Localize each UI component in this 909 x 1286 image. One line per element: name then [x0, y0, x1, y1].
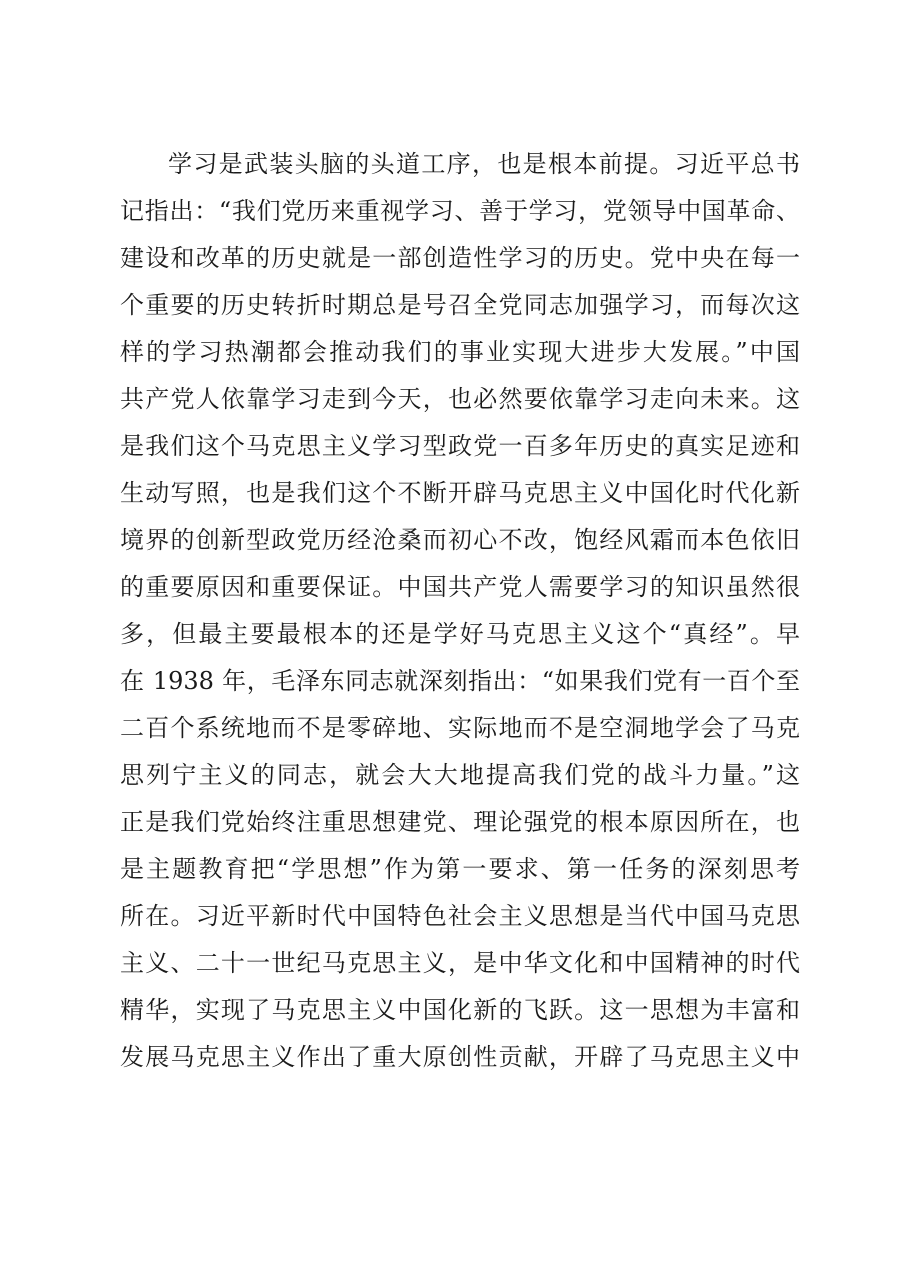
- paragraph-line: 二百个系统地而不是零碎地、实际地而不是空洞地学会了马克: [120, 714, 800, 742]
- paragraph-line: 建设和改革的历史就是一部创造性学习的历史。党中央在每一: [120, 244, 800, 272]
- paragraph-line: 在 1938 年，毛泽东同志就深刻指出：“如果我们党有一百个至: [120, 667, 800, 695]
- paragraph-line: 主义、二十一世纪马克思主义，是中华文化和中国精神的时代: [120, 949, 800, 977]
- paragraph-line: 所在。习近平新时代中国特色社会主义思想是当代中国马克思: [120, 902, 800, 930]
- paragraph-line: 个重要的历史转折时期总是号召全党同志加强学习，而每次这: [120, 291, 800, 319]
- paragraph-line: 境界的创新型政党历经沧桑而初心不改，饱经风霜而本色依旧: [120, 526, 800, 554]
- paragraph-line: 是主题教育把“学思想”作为第一要求、第一任务的深刻思考: [120, 855, 800, 883]
- paragraph-line: 的重要原因和重要保证。中国共产党人需要学习的知识虽然很: [120, 573, 800, 601]
- paragraph-line: 发展马克思主义作出了重大原创性贡献，开辟了马克思主义中: [120, 1043, 800, 1071]
- paragraph-line: 精华，实现了马克思主义中国化新的飞跃。这一思想为丰富和: [120, 996, 800, 1024]
- paragraph-line: 记指出：“我们党历来重视学习、善于学习，党领导中国革命、: [120, 197, 800, 225]
- paragraph-line: 共产党人依靠学习走到今天，也必然要依靠学习走向未来。这: [120, 385, 800, 413]
- paragraph-line: 样的学习热潮都会推动我们的事业实现大进步大发展。”中国: [120, 338, 800, 366]
- paragraph-line: 多，但最主要最根本的还是学好马克思主义这个“真经”。早: [120, 620, 800, 648]
- paragraph-line: 生动写照，也是我们这个不断开辟马克思主义中国化时代化新: [120, 479, 800, 507]
- paragraph-line: 正是我们党始终注重思想建党、理论强党的根本原因所在，也: [120, 808, 800, 836]
- paragraph-line: 思列宁主义的同志，就会大大地提高我们党的战斗力量。”这: [120, 761, 800, 789]
- paragraph-line: 是我们这个马克思主义学习型政党一百多年历史的真实足迹和: [120, 432, 800, 460]
- paragraph-line: 学习是武装头脑的头道工序，也是根本前提。习近平总书: [168, 150, 800, 178]
